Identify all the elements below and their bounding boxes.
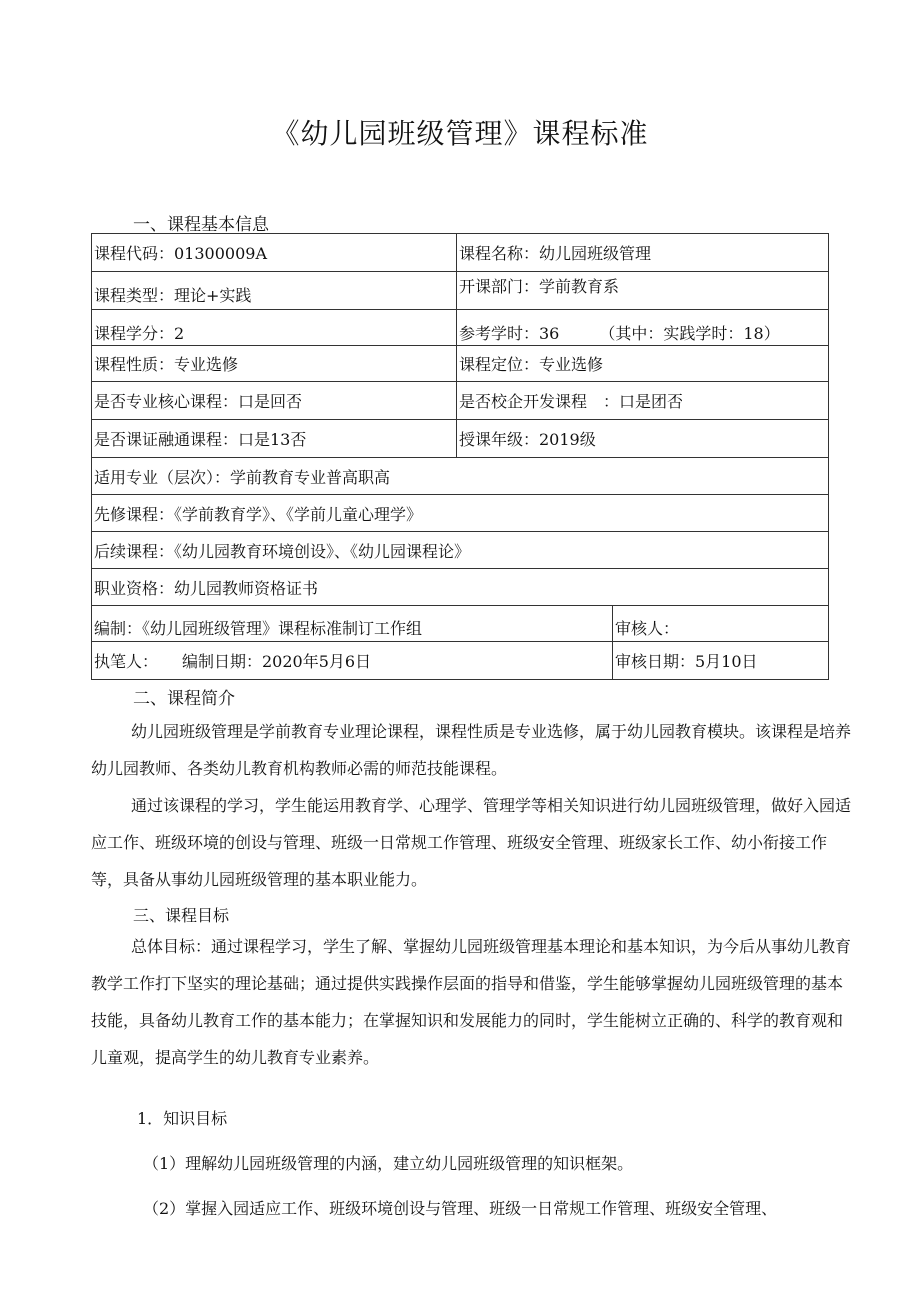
department-cell: 开课部门：学前教育系 <box>457 272 829 310</box>
core-course-cell: 是否专业核心课程：口是回否 <box>92 382 457 420</box>
grade-cell: 授课年级：2019级 <box>457 420 829 458</box>
knowledge-item-1: （1）理解幼儿园班级管理的内涵，建立幼儿园班级管理的知识框架。 <box>143 1154 634 1173</box>
course-info-table <box>91 233 829 680</box>
section-heading-basic-info: 一、课程基本信息 <box>133 215 269 235</box>
course-hours-cell: 参考学时：36 （其中：实践学时：18） <box>457 310 829 346</box>
course-credit-cell: 课程学分：2 <box>92 310 457 346</box>
intro-paragraph-1 <box>91 713 851 787</box>
section-heading-goals: 三、课程目标 <box>133 906 230 925</box>
course-type-cell: 课程类型：理论+实践 <box>92 272 457 310</box>
compiler-cell: 编制：《幼儿园班级管理》课程标准制订工作组 <box>92 606 613 642</box>
intro-paragraph-1-text: 幼儿园班级管理是学前教育专业理论课程，课程性质是专业选修，属于幼儿园教育模块。该课程是培养幼儿园教师、各类幼儿教育机构教师必需的师范技能课程。 <box>91 722 852 778</box>
goal-paragraph <box>91 928 851 1076</box>
knowledge-item-2: （2）掌握入园适应工作、班级环境创设与管理、班级一日常规工作管理、班级安全管理、 <box>143 1199 778 1218</box>
writer-date-cell: 执笔人： 编制日期：2020年5月6日 <box>92 642 613 680</box>
intro-paragraph-2-text: 通过该课程的学习，学生能运用教育学、心理学、管理学等相关知识进行幼儿园班级管理，做好入园适应工作、班级环境的创设与管理、班级一日常规工作管理、班级安全管理、班级家长工作、幼小衔接工作等，具备从事幼儿园班级管理的基本职业能力。 <box>91 796 852 889</box>
knowledge-goal-heading: 1．知识目标 <box>137 1109 228 1128</box>
reviewer-cell: 审核人： <box>613 606 829 642</box>
prerequisite-cell: 先修课程：《学前教育学》、《学前儿童心理学》 <box>92 495 829 532</box>
intro-paragraph-2 <box>91 787 851 898</box>
cert-fusion-cell: 是否课证融通课程：口是13否 <box>92 420 457 458</box>
course-name-cell: 课程名称：幼儿园班级管理 <box>457 234 829 272</box>
course-position-cell: 课程定位：专业选修 <box>457 346 829 382</box>
enterprise-course-cell: 是否校企开发课程 ：口是团否 <box>457 382 829 420</box>
document-title: 《幼儿园班级管理》课程标准 <box>271 117 649 150</box>
course-nature-cell: 课程性质：专业选修 <box>92 346 457 382</box>
qualification-cell: 职业资格：幼儿园教师资格证书 <box>92 569 829 606</box>
review-date-cell: 审核日期：5月10日 <box>613 642 829 680</box>
course-code-cell: 课程代码：01300009A <box>92 234 457 272</box>
applicable-major-cell: 适用专业（层次）：学前教育专业普高职高 <box>92 458 829 495</box>
section-heading-intro: 二、课程简介 <box>133 689 235 709</box>
goal-paragraph-text: 总体目标：通过课程学习，学生了解、掌握幼儿园班级管理基本理论和基本知识，为今后从事幼儿教育教学工作打下坚实的理论基础；通过提供实践操作层面的指导和借鉴，学生能够掌握幼儿园班级管理的基本技能，具备幼儿教育工作的基本能力；在掌握知识和发展能力的同时，学生能树立正确的、科学的教育观和儿童观，提高学生的幼儿教育专业素养。 <box>91 937 852 1067</box>
follow-up-cell: 后续课程：《幼儿园教育环境创设》、《幼儿园课程论》 <box>92 532 829 569</box>
